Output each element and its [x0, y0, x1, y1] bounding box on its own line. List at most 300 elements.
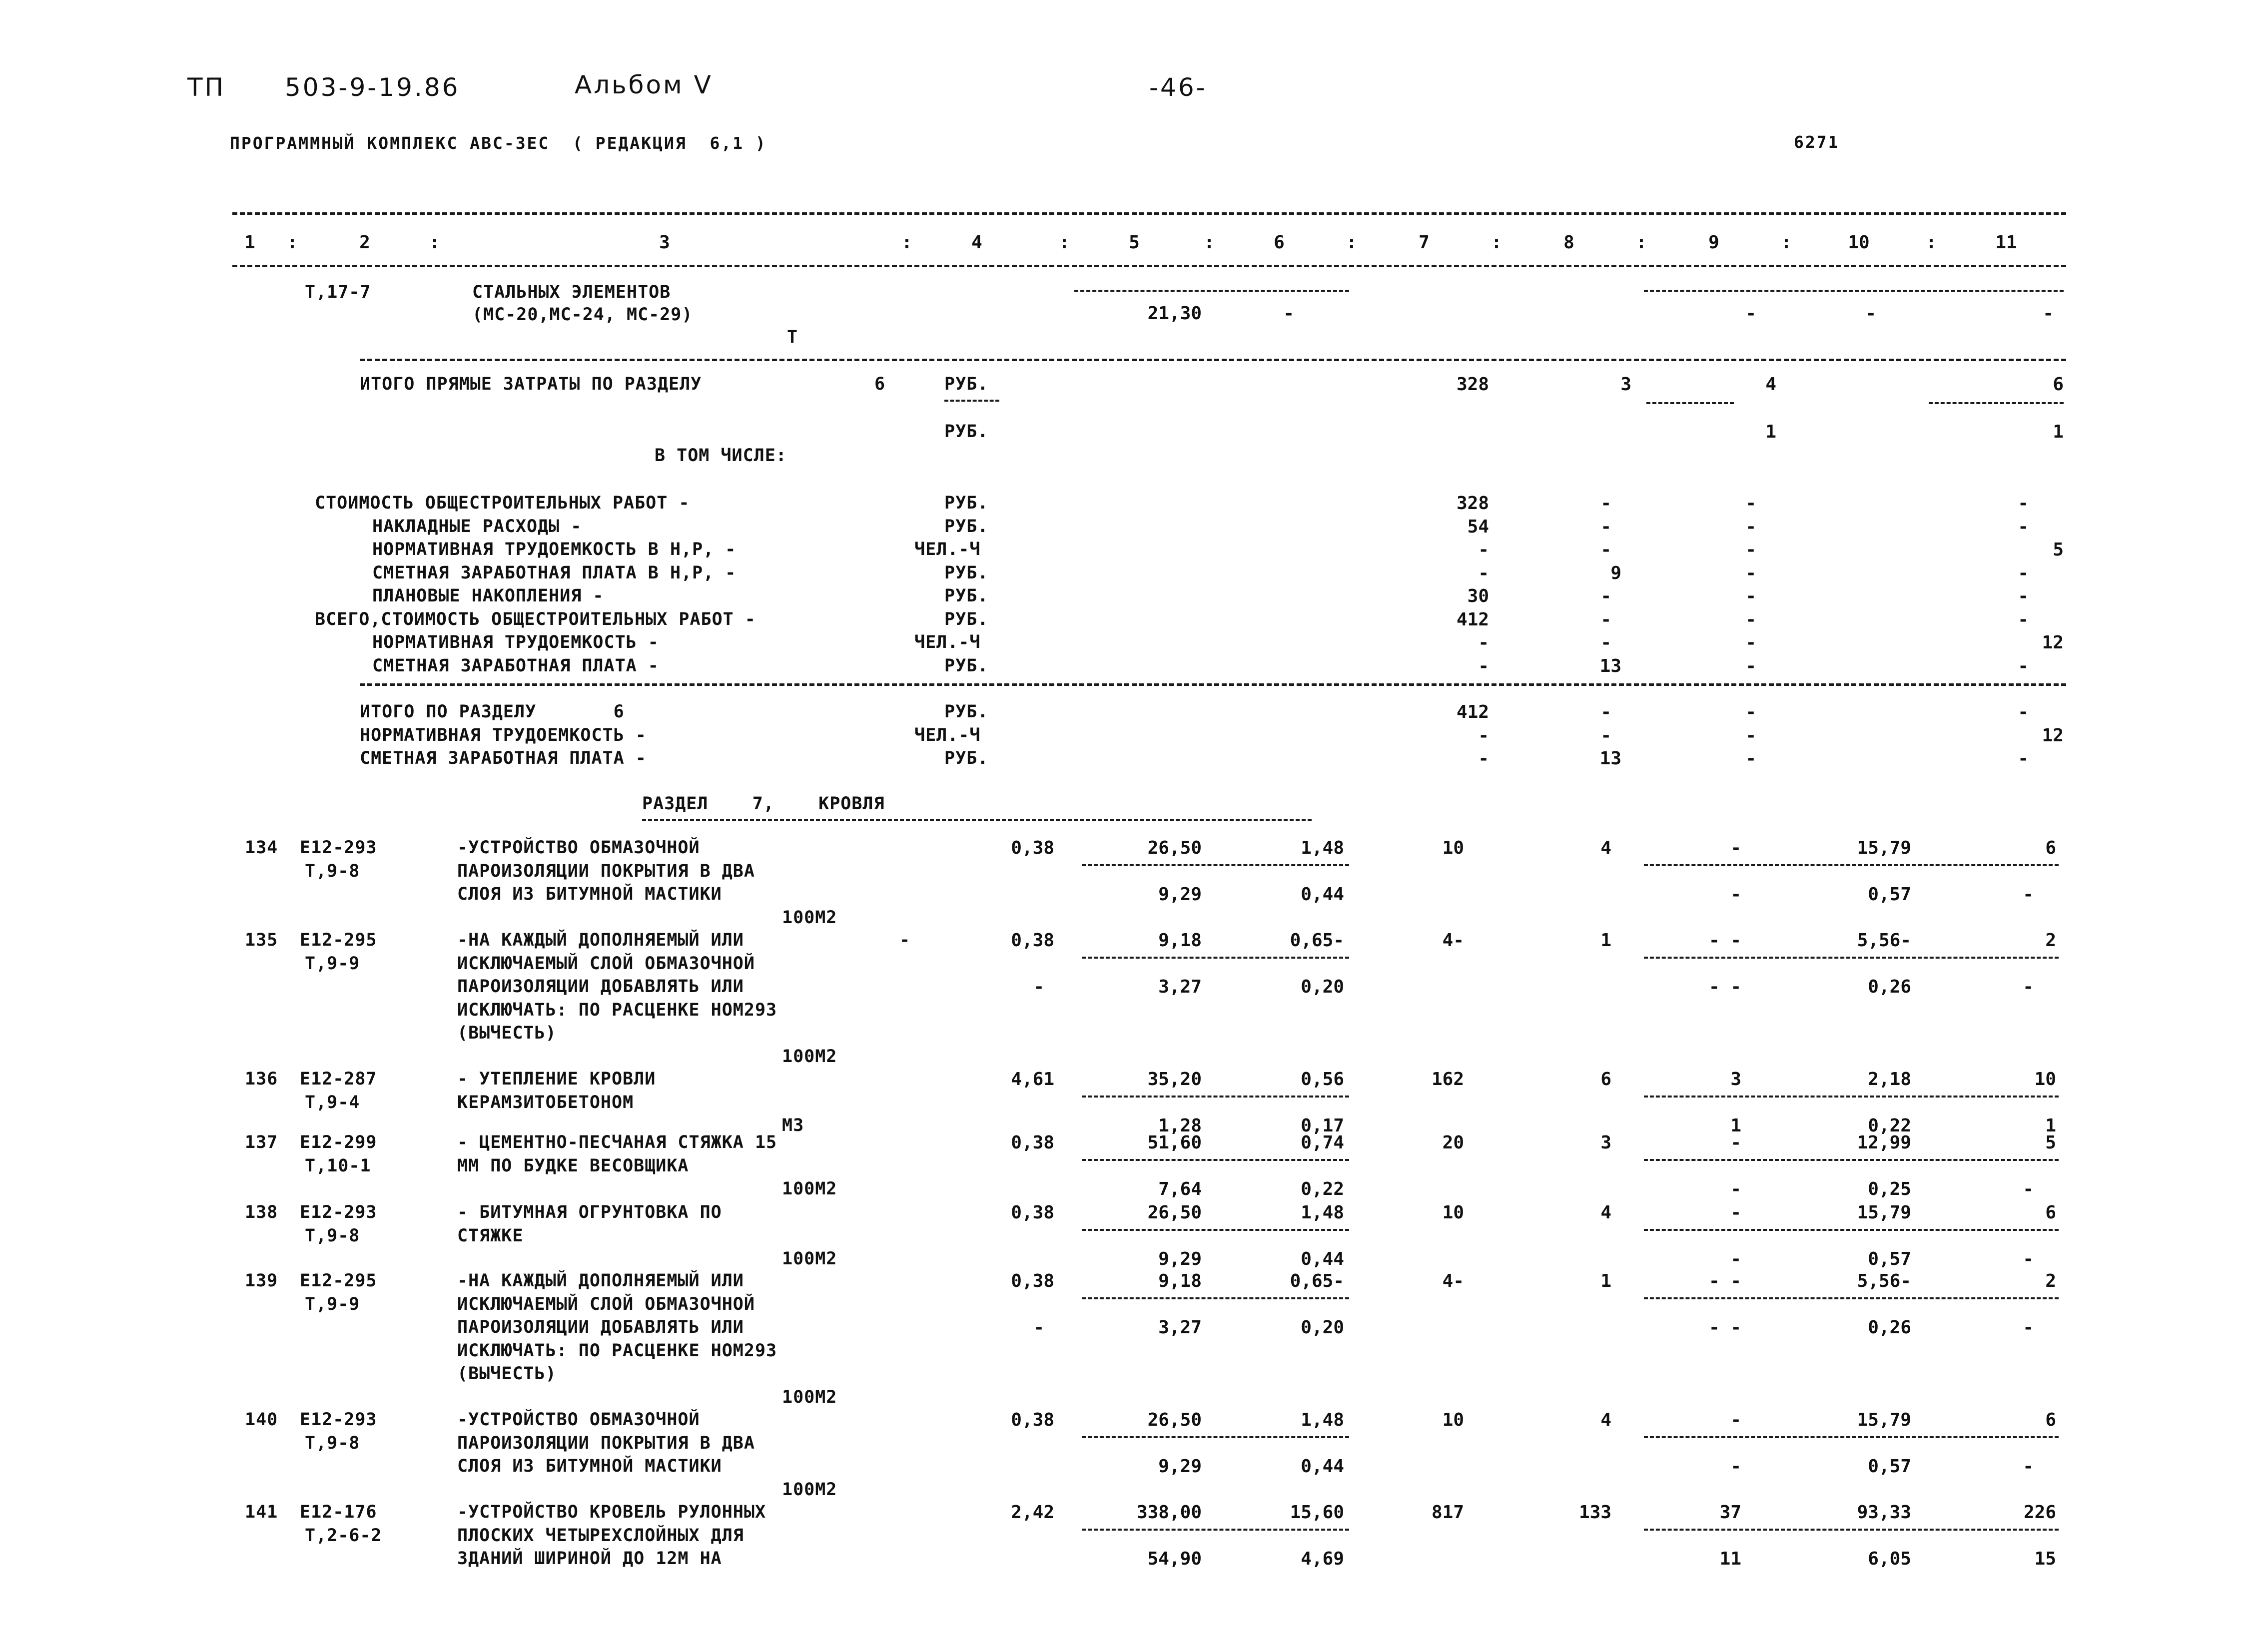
estimate-item-col11-2: -: [2023, 1179, 2034, 1199]
estimate-item-description: ПАРОИЗОЛЯЦИИ ПОКРЫТИЯ В ДВА: [457, 861, 755, 881]
estimate-item-unit: М3: [782, 1115, 804, 1135]
estimate-item-description: ПАРОИЗОЛЯЦИИ ДОБАВЛЯТЬ ИЛИ: [457, 977, 744, 997]
estimate-item-quantity-2: -: [1033, 1317, 1044, 1338]
including-row-col8: 9: [1610, 562, 1621, 583]
estimate-item-description: СЛОЯ ИЗ БИТУМНОЙ МАСТИКИ: [457, 1456, 722, 1476]
estimate-item-unit: 100М2: [782, 907, 837, 928]
estimate-item-unit-cost: 26,50: [1147, 1410, 1202, 1430]
including-row-unit: РУБ.: [944, 609, 989, 629]
section-total-unit: РУБ.: [944, 748, 989, 768]
estimate-item-number: 140: [245, 1410, 278, 1430]
estimate-item-description: ПАРОИЗОЛЯЦИИ ПОКРЫТИЯ В ДВА: [457, 1433, 755, 1453]
estimate-item-number: 137: [245, 1132, 278, 1152]
estimate-item-unit-cost-2: 1,28: [1158, 1115, 1202, 1136]
estimate-item-col9-2: - -: [1708, 1317, 1741, 1338]
estimate-item-col8: 133: [1578, 1502, 1611, 1523]
estimate-item-col10: 15,79: [1857, 1410, 1911, 1430]
estimate-item-col11-2: -: [2023, 1456, 2034, 1477]
estimate-item-col10: 5,56-: [1857, 930, 1911, 951]
direct-costs-section: 6: [874, 374, 886, 394]
estimate-item-total-cost: 10: [1442, 1202, 1464, 1223]
estimate-item-col9-2: 11: [1719, 1549, 1741, 1569]
section-total-rule: [360, 683, 2066, 686]
estimate-item-col6-2: 0,17: [1301, 1115, 1344, 1136]
estimate-item-number: 136: [245, 1069, 278, 1089]
estimate-item-col6: 15,60: [1290, 1502, 1344, 1523]
including-row-label: ВСЕГО,СТОИМОСТЬ ОБЩЕСТРОИТЕЛЬНЫХ РАБОТ -: [315, 609, 756, 629]
estimate-item-description: ЗДАНИЙ ШИРИНОЙ ДО 12М НА: [457, 1549, 722, 1569]
estimate-item-col6-2: 4,69: [1301, 1549, 1344, 1569]
estimate-item-table-ref: Т,10-1: [305, 1156, 371, 1176]
estimate-item-rule: [1082, 864, 1349, 866]
including-label: В ТОМ ЧИСЛЕ:: [655, 446, 787, 466]
estimate-item-rule: [1644, 957, 2059, 959]
estimate-item-rule: [1082, 1297, 1349, 1299]
top-block-unit: Т: [787, 327, 798, 347]
column-separator: :: [1926, 232, 1937, 253]
estimate-item-table-ref: Т,9-9: [305, 1294, 360, 1314]
estimate-item-code: Е12-293: [300, 1410, 377, 1430]
including-row-col8: -: [1600, 516, 1611, 537]
including-row-col11: 12: [2042, 632, 2064, 653]
estimate-item-col6: 1,48: [1301, 838, 1344, 858]
direct-costs-col11: 6: [2053, 374, 2064, 395]
estimate-item-unit-cost-2: 9,29: [1158, 884, 1202, 905]
estimate-item-col10: 2,18: [1868, 1069, 1911, 1090]
section-total-col7: -: [1478, 748, 1489, 769]
estimate-item-total-cost: 162: [1431, 1069, 1464, 1090]
estimate-item-col9: 3: [1730, 1069, 1741, 1090]
including-row-unit: РУБ.: [944, 493, 989, 513]
estimate-item-col10: 93,33: [1857, 1502, 1911, 1523]
direct-costs2-col11: 1: [2053, 422, 2064, 442]
including-row-col9: -: [1745, 655, 1756, 676]
column-number-4: 4: [971, 232, 982, 253]
including-row-col9: -: [1745, 632, 1756, 653]
including-row-unit: РУБ.: [944, 562, 989, 583]
column-number-2: 2: [359, 232, 370, 253]
including-row-col11: -: [2018, 655, 2029, 676]
estimate-item-rule: [1082, 1096, 1349, 1098]
column-separator: :: [1491, 232, 1502, 253]
estimate-item-col10: 15,79: [1857, 838, 1911, 858]
section-total-col8: -: [1600, 702, 1611, 722]
estimate-item-description: - УТЕПЛЕНИЕ КРОВЛИ: [457, 1069, 656, 1089]
column-separator: :: [1781, 232, 1792, 253]
including-row-unit: ЧЕЛ.-Ч: [914, 632, 981, 652]
program-title: ПРОГРАММНЫЙ КОМПЛЕКС АВС-ЗЕС ( РЕДАКЦИЯ 6,1 ): [230, 133, 767, 153]
estimate-item-description: СЛОЯ ИЗ БИТУМНОЙ МАСТИКИ: [457, 884, 722, 904]
estimate-item-col11-2: 1: [2045, 1115, 2056, 1136]
estimate-item-col11: 6: [2045, 838, 2056, 858]
estimate-item-table-ref: Т,9-8: [305, 1226, 360, 1246]
estimate-item-unit-cost: 26,50: [1147, 838, 1202, 858]
section-total-col9: -: [1745, 748, 1756, 769]
section-total-col11: -: [2018, 702, 2029, 722]
estimate-item-code: Е12-287: [300, 1069, 377, 1089]
including-row-col7: -: [1478, 540, 1489, 560]
direct-costs-col9: 4: [1765, 374, 1776, 395]
estimate-item-rule: [1644, 1159, 2059, 1161]
estimate-item-quantity: 0,38: [1011, 1410, 1054, 1430]
top-block-line2: (МС-20,МС-24, МС-29): [472, 305, 693, 325]
estimate-item-unit-cost: 9,18: [1158, 1271, 1202, 1291]
estimate-item-description: ПЛОСКИХ ЧЕТЫРЕХСЛОЙНЫХ ДЛЯ: [457, 1525, 744, 1546]
estimate-item-unit-cost-2: 9,29: [1158, 1456, 1202, 1477]
estimate-item-col11: 226: [2023, 1502, 2056, 1523]
estimate-item-col8: 3: [1600, 1132, 1611, 1153]
estimate-item-description: ММ ПО БУДКЕ ВЕСОВЩИКА: [457, 1155, 689, 1176]
estimate-item-col11-2: 15: [2034, 1549, 2056, 1569]
estimate-item-col6: 0,56: [1301, 1069, 1344, 1090]
estimate-item-col9: -: [1730, 838, 1741, 858]
estimate-item-col10: 12,99: [1857, 1132, 1911, 1153]
estimate-item-description: (ВЫЧЕСТЬ): [457, 1364, 557, 1384]
estimate-item-rule: [1644, 1229, 2059, 1231]
section-7-title: РАЗДЕЛ 7, КРОВЛЯ: [642, 794, 885, 814]
estimate-item-col6-2: 0,44: [1301, 1456, 1344, 1477]
estimate-item-col10-2: 6,05: [1868, 1549, 1911, 1569]
including-row-unit: РУБ.: [944, 655, 989, 676]
estimate-item-total-cost: 10: [1442, 1410, 1464, 1430]
including-row-col11: -: [2018, 516, 2029, 537]
estimate-item-col11-2: -: [2023, 977, 2034, 997]
including-row-col9: -: [1745, 609, 1756, 630]
including-row-label: СТОИМОСТЬ ОБЩЕСТРОИТЕЛЬНЫХ РАБОТ -: [315, 493, 690, 513]
direct-costs2-col9: 1: [1765, 422, 1776, 442]
estimate-item-col8: 6: [1600, 1069, 1611, 1090]
top-block-rule: [1644, 290, 2064, 292]
estimate-item-total-cost: 4-: [1442, 1271, 1464, 1291]
estimate-item-col9-2: -: [1730, 884, 1741, 905]
section-total-col11: 12: [2042, 725, 2064, 746]
estimate-item-unit-cost: 35,20: [1147, 1069, 1202, 1090]
section-total-col11: -: [2018, 748, 2029, 769]
top-block-col10: -: [1865, 303, 1876, 324]
including-row-col11: -: [2018, 493, 2029, 514]
estimate-item-col8: 4: [1600, 838, 1611, 858]
estimate-item-unit: 100М2: [782, 1179, 837, 1199]
estimate-item-total-cost: 817: [1431, 1502, 1464, 1523]
estimate-item-col6: 1,48: [1301, 1202, 1344, 1223]
estimate-item-col11: 2: [2045, 930, 2056, 951]
estimate-item-description: ИСКЛЮЧАЕМЫЙ СЛОЙ ОБМАЗОЧНОЙ: [457, 953, 755, 974]
estimate-item-number: 138: [245, 1202, 278, 1222]
including-row-label: СМЕТНАЯ ЗАРАБОТНАЯ ПЛАТА -: [372, 655, 659, 676]
including-row-label: СМЕТНАЯ ЗАРАБОТНАЯ ПЛАТА В Н,Р, -: [372, 562, 737, 583]
totals-rule: [360, 359, 2066, 361]
estimate-item-col9: - -: [1708, 1271, 1741, 1291]
estimate-item-col6-2: 0,20: [1301, 1317, 1344, 1338]
direct-costs-underline: [1929, 402, 2064, 404]
estimate-item-description: - ЦЕМЕНТНО-ПЕСЧАНАЯ СТЯЖКА 15: [457, 1132, 777, 1152]
section-total-col9: -: [1745, 702, 1756, 722]
including-row-label: НОРМАТИВНАЯ ТРУДОЕМКОСТЬ В Н,Р, -: [372, 540, 737, 559]
estimate-item-col10-2: 0,26: [1868, 977, 1911, 997]
estimate-item-col9: -: [1730, 1202, 1741, 1223]
including-row-label: ПЛАНОВЫЕ НАКОПЛЕНИЯ -: [372, 586, 604, 606]
including-row-col9: -: [1745, 516, 1756, 537]
estimate-item-col6-2: 0,44: [1301, 1249, 1344, 1269]
estimate-item-number: 134: [245, 838, 278, 858]
including-row-unit: РУБ.: [944, 586, 989, 606]
estimate-item-description: ПАРОИЗОЛЯЦИИ ДОБАВЛЯТЬ ИЛИ: [457, 1317, 744, 1337]
column-number-8: 8: [1563, 232, 1574, 253]
estimate-item-description: -НА КАЖДЫЙ ДОПОЛНЯЕМЫЙ ИЛИ: [457, 930, 744, 950]
direct-costs-col8: 3: [1620, 374, 1631, 395]
estimate-item-rule: [1082, 957, 1349, 959]
estimate-item-description: КЕРАМЗИТОБЕТОНОМ: [457, 1092, 634, 1112]
estimate-item-description: ИСКЛЮЧАТЬ: ПО РАСЦЕНКЕ НОМ293: [457, 1000, 777, 1020]
estimate-item-col11: 6: [2045, 1410, 2056, 1430]
including-row-col8: -: [1600, 632, 1611, 653]
column-number-7: 7: [1419, 232, 1430, 253]
column-separator: :: [1059, 232, 1070, 253]
estimate-item-code: Е12-293: [300, 1202, 377, 1222]
column-separator: :: [287, 232, 298, 253]
estimate-item-col6: 1,48: [1301, 1410, 1344, 1430]
estimate-item-col11: 5: [2045, 1132, 2056, 1153]
estimate-item-table-ref: Т,2-6-2: [305, 1526, 382, 1546]
estimate-item-description: -УСТРОЙСТВО КРОВЕЛЬ РУЛОННЫХ: [457, 1502, 766, 1522]
estimate-item-col10-2: 0,57: [1868, 1249, 1911, 1269]
estimate-item-rule: [1644, 1436, 2059, 1438]
direct-costs-underline: [944, 400, 999, 402]
section-total-label: СМЕТНАЯ ЗАРАБОТНАЯ ПЛАТА -: [360, 748, 647, 768]
column-separator: :: [901, 232, 912, 253]
including-row-col8: -: [1600, 493, 1611, 514]
estimate-item-total-cost: 4-: [1442, 930, 1464, 951]
estimate-item-description: -НА КАЖДЫЙ ДОПОЛНЯЕМЫЙ ИЛИ: [457, 1271, 744, 1291]
including-row-unit: РУБ.: [944, 516, 989, 537]
section-total-col7: 412: [1456, 702, 1489, 722]
table-top-rule: [232, 212, 2066, 215]
estimate-item-col6: 0,65-: [1290, 930, 1344, 951]
estimate-item-rule: [1082, 1159, 1349, 1161]
including-row-col7: 328: [1456, 493, 1489, 514]
estimate-item-unit-cost-2: 3,27: [1158, 977, 1202, 997]
estimate-item-quantity-2: -: [1033, 977, 1044, 997]
estimate-item-col6-2: 0,22: [1301, 1179, 1344, 1199]
section-total-unit: ЧЕЛ.-Ч: [914, 725, 981, 745]
estimate-item-mark: -: [899, 930, 911, 950]
estimate-item-col9: -: [1730, 1410, 1741, 1430]
direct-costs-unit: РУБ.: [944, 374, 989, 394]
estimate-item-table-ref: Т,9-8: [305, 861, 360, 881]
estimate-item-col9-2: -: [1730, 1179, 1741, 1199]
estimate-item-col6-2: 0,20: [1301, 977, 1344, 997]
estimate-item-description: СТЯЖКЕ: [457, 1225, 524, 1246]
estimate-item-rule: [1082, 1229, 1349, 1231]
including-row-label: НОРМАТИВНАЯ ТРУДОЕМКОСТЬ -: [372, 632, 659, 652]
column-number-5: 5: [1129, 232, 1140, 253]
estimate-item-col8: 1: [1600, 1271, 1611, 1291]
estimate-item-code: Е12-295: [300, 930, 377, 950]
estimate-item-col8: 4: [1600, 1202, 1611, 1223]
estimate-item-total-cost: 20: [1442, 1132, 1464, 1153]
including-row-col11: -: [2018, 609, 2029, 630]
estimate-item-rule: [1082, 1529, 1349, 1531]
estimate-item-description: -УСТРОЙСТВО ОБМАЗОЧНОЙ: [457, 1410, 700, 1430]
estimate-item-number: 139: [245, 1271, 278, 1291]
estimate-item-number: 141: [245, 1502, 278, 1522]
direct-costs-unit-2: РУБ.: [944, 422, 989, 442]
column-number-9: 9: [1708, 232, 1719, 253]
estimate-item-unit-cost: 51,60: [1147, 1132, 1202, 1153]
estimate-item-col8: 4: [1600, 1410, 1611, 1430]
including-row-col7: 54: [1467, 516, 1489, 537]
estimate-item-table-ref: Т,9-9: [305, 954, 360, 974]
estimate-item-unit: 100М2: [782, 1387, 837, 1407]
estimate-item-quantity: 0,38: [1011, 838, 1054, 858]
estimate-item-unit-cost: 338,00: [1136, 1502, 1202, 1523]
including-row-col9: -: [1745, 540, 1756, 560]
estimate-item-col6-2: 0,44: [1301, 884, 1344, 905]
estimate-item-rule: [1082, 1436, 1349, 1438]
estimate-item-col11-2: -: [2023, 884, 2034, 905]
including-row-col8: -: [1600, 586, 1611, 606]
including-row-col11: 5: [2053, 540, 2064, 560]
estimate-item-col9-2: 1: [1730, 1115, 1741, 1136]
estimate-item-unit-cost: 9,18: [1158, 930, 1202, 951]
estimate-item-col6: 0,65-: [1290, 1271, 1344, 1291]
top-block-col5: 21,30: [1147, 303, 1202, 324]
column-number-6: 6: [1274, 232, 1285, 253]
estimate-item-unit-cost-2: 7,64: [1158, 1179, 1202, 1199]
column-number-3: 3: [659, 232, 670, 253]
including-row-col11: -: [2018, 586, 2029, 606]
estimate-item-number: 135: [245, 930, 278, 950]
section-total-label: НОРМАТИВНАЯ ТРУДОЕМКОСТЬ -: [360, 725, 647, 745]
top-block-rule: [1074, 290, 1349, 292]
estimate-item-description: - БИТУМНАЯ ОГРУНТОВКА ПО: [457, 1202, 722, 1222]
top-block-code: Т,17-7: [305, 282, 371, 302]
estimate-item-unit: 100М2: [782, 1479, 837, 1500]
estimate-item-quantity: 0,38: [1011, 930, 1054, 951]
estimate-item-description: ИСКЛЮЧАЕМЫЙ СЛОЙ ОБМАЗОЧНОЙ: [457, 1294, 755, 1314]
estimate-item-unit-cost-2: 3,27: [1158, 1317, 1202, 1338]
including-row-col7: 412: [1456, 609, 1489, 630]
estimate-item-col9-2: -: [1730, 1456, 1741, 1477]
column-number-11: 11: [1995, 232, 2017, 253]
including-row-col8: -: [1600, 609, 1611, 630]
estimate-item-quantity: 0,38: [1011, 1271, 1054, 1291]
estimate-item-table-ref: Т,9-4: [305, 1093, 360, 1112]
including-row-col7: -: [1478, 562, 1489, 583]
direct-costs-label: ИТОГО ПРЯМЫЕ ЗАТРАТЫ ПО РАЗДЕЛУ: [360, 374, 702, 394]
including-row-col7: -: [1478, 632, 1489, 653]
section-total-col8: -: [1600, 725, 1611, 746]
table-header-rule: [232, 265, 2066, 267]
section-total-col8: 13: [1599, 748, 1621, 769]
doc-number: 6271: [1794, 132, 1840, 152]
estimate-item-col9-2: - -: [1708, 977, 1741, 997]
including-row-label: НАКЛАДНЫЕ РАСХОДЫ -: [372, 516, 582, 537]
estimate-item-rule: [1644, 1529, 2059, 1531]
estimate-item-col10: 5,56-: [1857, 1271, 1911, 1291]
estimate-item-code: Е12-295: [300, 1271, 377, 1291]
including-row-col9: -: [1745, 586, 1756, 606]
estimate-item-code: Е12-299: [300, 1132, 377, 1152]
including-row-col7: 30: [1467, 586, 1489, 606]
estimate-item-code: Е12-293: [300, 838, 377, 858]
estimate-item-col9: 37: [1719, 1502, 1741, 1523]
section-total-unit: РУБ.: [944, 702, 989, 722]
estimate-item-col9: - -: [1708, 930, 1741, 951]
estimate-item-col11-2: -: [2023, 1249, 2034, 1269]
section-total-col7: -: [1478, 725, 1489, 746]
top-block-col11: -: [2043, 303, 2054, 324]
including-row-col9: -: [1745, 493, 1756, 514]
top-block-line1: СТАЛЬНЫХ ЭЛЕМЕНТОВ: [472, 282, 671, 302]
including-row-col9: -: [1745, 562, 1756, 583]
estimate-item-rule: [1644, 864, 2059, 866]
column-separator: :: [1636, 232, 1647, 253]
including-row-col8: -: [1600, 540, 1611, 560]
estimate-item-col11: 10: [2034, 1069, 2056, 1090]
estimate-item-rule: [1644, 1096, 2059, 1098]
direct-costs-col7: 328: [1456, 374, 1489, 395]
album-title: Альбом V: [575, 70, 713, 99]
estimate-item-col10: 15,79: [1857, 1202, 1911, 1223]
estimate-item-description: ИСКЛЮЧАТЬ: ПО РАСЦЕНКЕ НОМ293: [457, 1340, 777, 1361]
estimate-item-col10-2: 0,25: [1868, 1179, 1911, 1199]
top-block-col6: -: [1283, 303, 1294, 324]
including-row-col7: -: [1478, 655, 1489, 676]
estimate-item-col9-2: -: [1730, 1249, 1741, 1269]
estimate-item-description: -УСТРОЙСТВО ОБМАЗОЧНОЙ: [457, 838, 700, 858]
estimate-item-col11: 2: [2045, 1271, 2056, 1291]
estimate-item-col11-2: -: [2023, 1317, 2034, 1338]
including-row-unit: ЧЕЛ.-Ч: [914, 540, 981, 559]
estimate-item-unit-cost: 26,50: [1147, 1202, 1202, 1223]
estimate-item-quantity: 4,61: [1011, 1069, 1054, 1090]
estimate-item-unit-cost-2: 54,90: [1147, 1549, 1202, 1569]
column-separator: :: [429, 232, 440, 253]
section-7-underline: [642, 819, 1312, 821]
column-number-1: 1: [244, 232, 255, 253]
estimate-item-col8: 1: [1600, 930, 1611, 951]
estimate-item-unit: 100М2: [782, 1046, 837, 1067]
section-total-col9: -: [1745, 725, 1756, 746]
estimate-item-col10-2: 0,57: [1868, 1456, 1911, 1477]
estimate-item-quantity: 0,38: [1011, 1132, 1054, 1153]
estimate-item-table-ref: Т,9-8: [305, 1433, 360, 1453]
estimate-item-quantity: 0,38: [1011, 1202, 1054, 1223]
section-total-label: ИТОГО ПО РАЗДЕЛУ 6: [360, 702, 625, 722]
page-number: -46-: [1149, 73, 1207, 102]
column-separator: :: [1346, 232, 1357, 253]
direct-costs-underline: [1646, 402, 1734, 404]
top-block-col9: -: [1745, 303, 1756, 324]
doc-code: 503-9-19.86: [285, 73, 460, 102]
estimate-item-unit-cost-2: 9,29: [1158, 1249, 1202, 1269]
estimate-item-total-cost: 10: [1442, 838, 1464, 858]
estimate-item-col10-2: 0,22: [1868, 1115, 1911, 1136]
estimate-item-col11: 6: [2045, 1202, 2056, 1223]
doc-code-prefix: ТП: [187, 73, 226, 102]
estimate-item-col6: 0,74: [1301, 1132, 1344, 1153]
estimate-item-unit: 100М2: [782, 1249, 837, 1269]
column-separator: :: [1204, 232, 1215, 253]
estimate-item-col9: -: [1730, 1132, 1741, 1153]
including-row-col8: 13: [1599, 655, 1621, 676]
estimate-item-code: Е12-176: [300, 1502, 377, 1522]
estimate-item-col10-2: 0,57: [1868, 884, 1911, 905]
including-row-col11: -: [2018, 562, 2029, 583]
column-number-10: 10: [1848, 232, 1870, 253]
estimate-item-col10-2: 0,26: [1868, 1317, 1911, 1338]
